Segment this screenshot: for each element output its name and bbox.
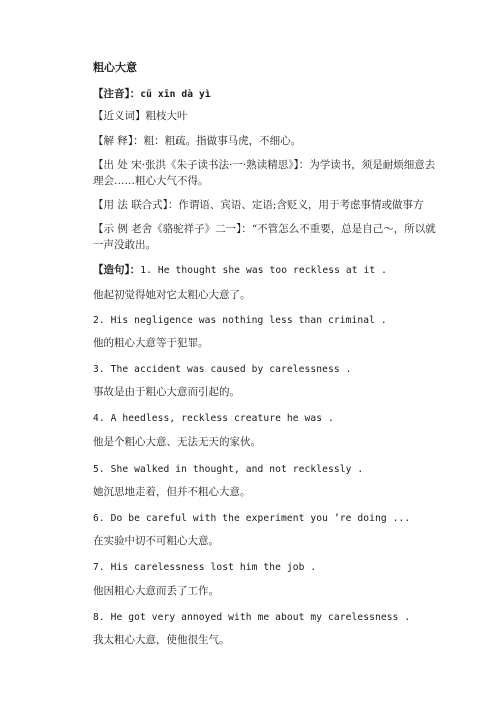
example-block xyxy=(93,221,438,253)
pinyin-label: 【注音】： xyxy=(93,88,141,100)
sentence-1-en: 1. He thought she was too reckless at it . xyxy=(140,265,388,276)
example-value: 老舍《骆驼祥子》二一】：“不管怎么不重要，总是自己～，所以就一声没敢出。 xyxy=(93,223,436,251)
pinyin-line xyxy=(93,86,438,103)
sentence-7-zh: 他因粗心大意而丢了工作。 xyxy=(93,585,219,597)
sentence-2-zh: 他的粗心大意等于犯罪。 xyxy=(93,337,209,349)
definition-value: 粗：粗疏。指做事马虎，不细心。 xyxy=(143,135,302,147)
synonym-label: 【近义词】 xyxy=(93,110,146,122)
source-label: 【出 处 xyxy=(93,159,128,171)
usage-label: 【用 法 xyxy=(93,199,128,211)
sentence-1-en-line xyxy=(93,262,438,279)
sentence-5-en: 5. She walked in thought, and not recklessly . xyxy=(93,464,364,475)
sentence-6-en: 6. Do be careful with the experiment you ’re doing ... xyxy=(93,513,411,524)
sentence-8-zh: 我太粗心大意，使他很生气。 xyxy=(93,634,230,646)
source-block xyxy=(93,157,438,189)
pinyin-value: cū xīn dà yì xyxy=(140,89,211,100)
usage-line xyxy=(93,197,438,214)
example-label: 【示 例 xyxy=(93,223,128,235)
definition-label: 【解 释】： xyxy=(93,135,144,147)
sentence-6-zh: 在实验中切不可粗心大意。 xyxy=(93,535,219,547)
sentence-4-zh: 他是个粗心大意、无法无天的家伙。 xyxy=(93,436,261,448)
sentence-1-zh: 他起初觉得她对它太粗心大意了。 xyxy=(93,289,251,301)
sentence-3-zh: 事故是由于粗心大意而引起的。 xyxy=(93,386,240,398)
entry-title: 粗心大意 xyxy=(93,61,137,74)
synonym-line xyxy=(93,108,438,125)
sentences-label: 【造句】： xyxy=(93,264,141,276)
sentence-3-en: 3. The accident was caused by carelessness . xyxy=(93,364,352,375)
synonym-value: 粗枝大叶 xyxy=(145,110,188,122)
sentence-7-en: 7. His carelessness lost him the job . xyxy=(93,562,317,573)
sentence-5-zh: 她沉思地走着，但并不粗心大意。 xyxy=(93,486,251,498)
sentence-2-en: 2. His negligence was nothing less than criminal . xyxy=(93,315,387,326)
definition-line xyxy=(93,133,438,150)
usage-value: 联合式】：作谓语、宾语、定语;含贬义，用于考虑事情或做事方 xyxy=(131,199,424,211)
sentence-8-en: 8. He got very annoyed with me about my carelessness . xyxy=(93,612,411,623)
source-value: 宋·张洪《朱子读书法·一·熟读精思》】：为学读书，须是耐烦细意去理会……粗心大气不得。 xyxy=(93,159,436,187)
sentence-4-en: 4. A heedless, reckless creature he was . xyxy=(93,413,334,424)
